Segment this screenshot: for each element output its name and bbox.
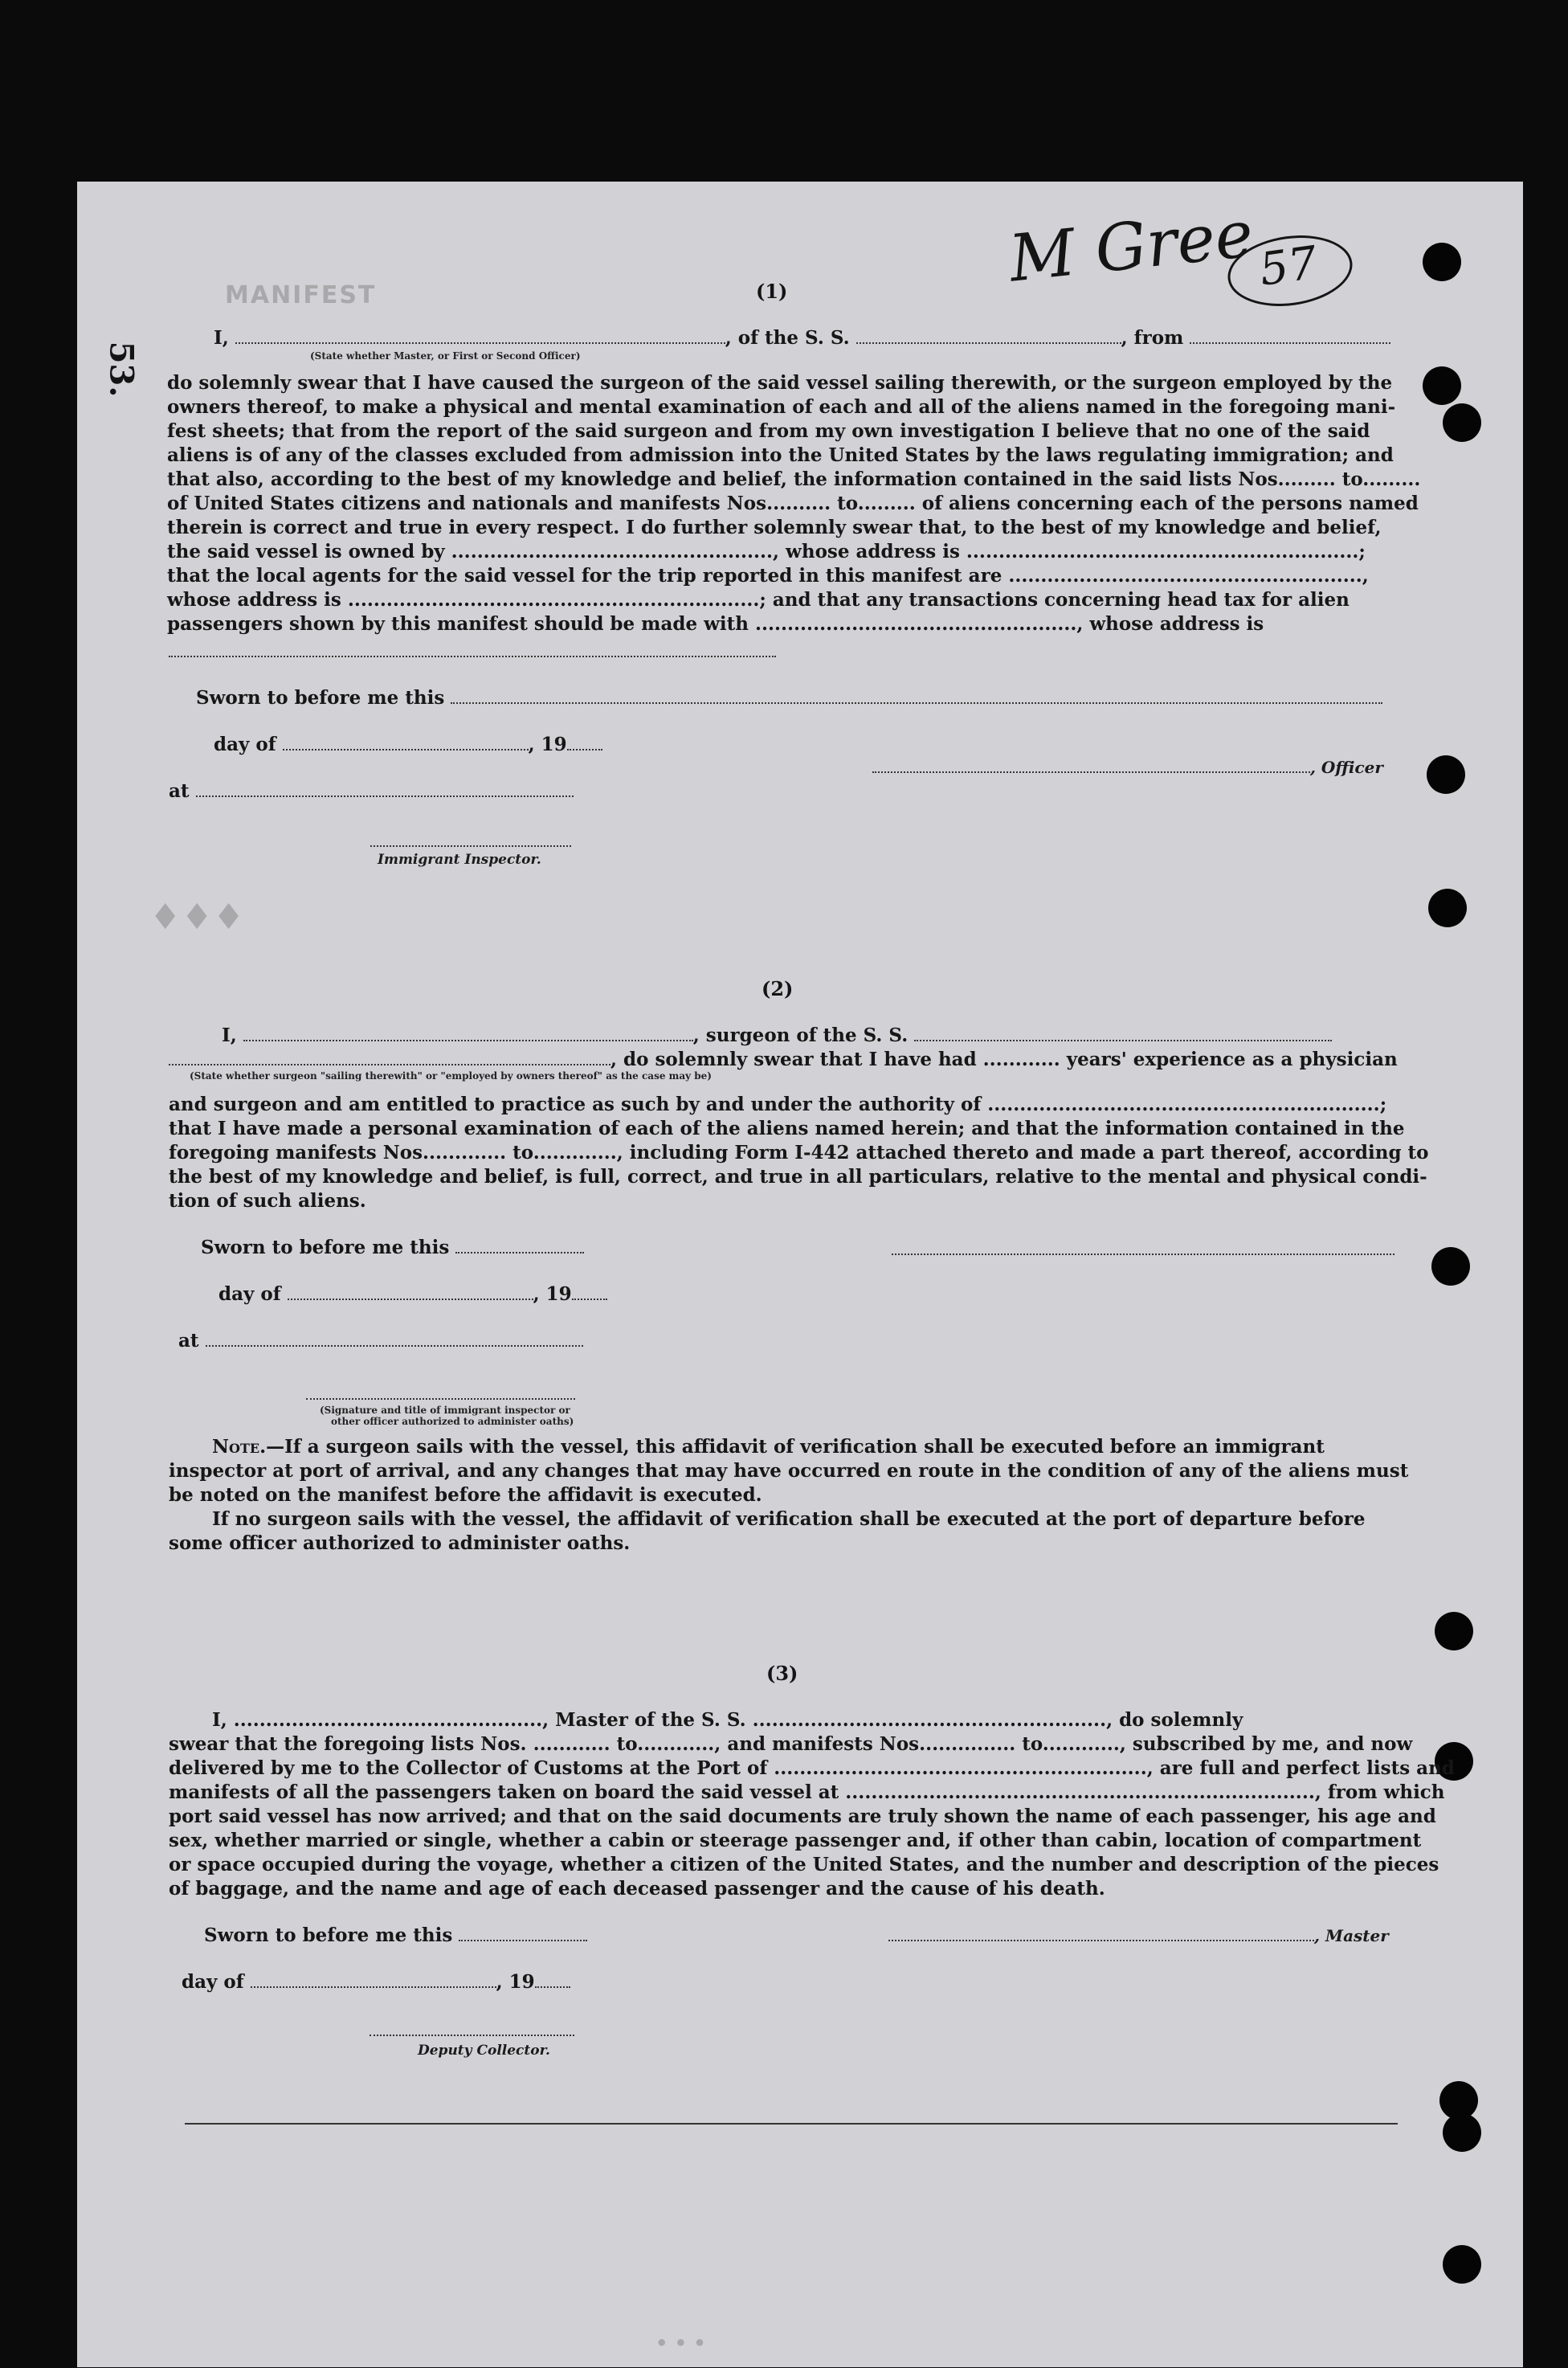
master-paragraph [169, 1708, 1455, 1901]
margin-number: 53. [102, 341, 141, 398]
blank-field [535, 1970, 570, 1988]
day-of-line [214, 733, 602, 757]
at-label: at [169, 780, 190, 802]
bottom-rule [185, 2123, 1398, 2125]
punch-hole [1443, 403, 1481, 442]
at-line [178, 1329, 583, 1353]
day-of-label: day of [218, 1283, 281, 1305]
oath-line: passengers shown by this manifest should be made with .................................................., whose address is [167, 613, 1264, 635]
signature-line [370, 845, 571, 847]
day-of-label: day of [182, 1971, 244, 1993]
blank-field [567, 733, 602, 750]
signature-field [872, 755, 1310, 773]
blank-field [455, 1236, 584, 1254]
oath-line: foregoing manifests Nos............. to............., including Form I-442 attached thereto and made a part thereof, according to [169, 1142, 1429, 1164]
oath-line: delivered by me to the Collector of Customs at the Port of .........................................................., are full and perfect lists and [169, 1757, 1455, 1779]
signature-caption: (Signature and title of immigrant inspector or [320, 1405, 570, 1416]
oath-line: swear that the foregoing lists Nos. ............ to............, and manifests Nos............... to............, subscribed by me, and now [169, 1733, 1413, 1755]
blank-field [914, 1024, 1332, 1041]
punch-hole [1423, 366, 1461, 405]
blank-line [169, 656, 776, 657]
day-of-line [218, 1282, 607, 1307]
sworn-line [201, 1236, 584, 1260]
punch-hole [1428, 889, 1467, 927]
blank-field [243, 1024, 693, 1041]
punch-hole [1443, 2113, 1481, 2152]
bleed-through-mark: ♦♦♦ [149, 897, 245, 938]
blank-field [196, 779, 574, 797]
oath-line: sex, whether married or single, whether a cabin or steerage passenger and, if other than cabin, location of compartment [169, 1830, 1422, 1851]
oath-line: that the local agents for the said vessel for the trip reported in this manifest are ......................................................., [167, 565, 1369, 587]
oath-line: owners thereof, to make a physical and mental examination of each and all of the aliens named in the foregoing mani- [167, 396, 1396, 418]
note-paragraph [169, 1435, 1408, 1556]
year-label: , 19 [533, 1283, 572, 1305]
oath-text: I, [222, 1024, 237, 1046]
oath-line: the best of my knowledge and belief, is full, correct, and true in all particulars, relative to the mental and physical condi- [169, 1166, 1427, 1188]
blank-field [572, 1282, 607, 1300]
oath-line: do solemnly swear that I have caused the surgeon of the said vessel sailing therewith, or the surgeon employed by the [167, 372, 1393, 394]
oath-line: of United States citizens and nationals and manifests Nos.......... to......... of aliens concerning each of the persons named [167, 493, 1419, 514]
signature-caption: other officer authorized to administer oaths) [331, 1416, 574, 1427]
blank-field [288, 1282, 533, 1300]
surgeon-first-line [222, 1024, 1332, 1048]
oath-line: and surgeon and am entitled to practice as such by and under the authority of .............................................................; [169, 1094, 1387, 1115]
note-line: be noted on the manifest before the affidavit is executed. [169, 1484, 762, 1506]
oath-text: , of the S. S. [725, 327, 850, 349]
signature-line [370, 2035, 574, 2036]
bleed-through-mark: MANIFEST [225, 281, 377, 309]
surgeon-paragraph [169, 1093, 1429, 1213]
at-label: at [178, 1330, 199, 1352]
blank-field [235, 326, 725, 344]
oath-line: of baggage, and the name and age of each deceased passenger and the cause of his death. [169, 1878, 1105, 1900]
oath-line: port said vessel has now arrived; and that on the said documents are truly shown the name of each passenger, his age and [169, 1806, 1436, 1827]
note-line: inspector at port of arrival, and any changes that may have occurred en route in the condition of any of the aliens must [169, 1460, 1409, 1482]
oath-text: , do solemnly swear that I have had ............ years' experience as a physician [610, 1049, 1398, 1070]
note-label: Note. [212, 1436, 267, 1458]
year-label: , 19 [528, 734, 567, 755]
oath-first-line [214, 326, 1390, 350]
year-label: , 19 [496, 1971, 535, 1993]
oath-line: the said vessel is owned by .................................................., whose address is .............................................................; [167, 541, 1366, 562]
section-number: (2) [762, 977, 794, 1000]
day-of-line [182, 1970, 570, 1994]
punch-hole [1423, 243, 1461, 281]
section-number: (3) [766, 1662, 798, 1685]
at-line [169, 779, 574, 804]
officer-label: , Officer [1310, 758, 1383, 777]
master-signature [888, 1924, 1389, 1945]
inspector-label: Immigrant Inspector. [378, 852, 541, 868]
section-number: (1) [756, 280, 788, 303]
field-caption: (State whether Master, or First or Second Officer) [310, 350, 581, 362]
note-line [169, 1435, 1408, 1459]
note-line: some officer authorized to administer oaths. [169, 1532, 631, 1554]
oath-line: or space occupied during the voyage, whether a citizen of the United States, and the number and description of the pieces [169, 1854, 1439, 1875]
deputy-label: Deputy Collector. [418, 2043, 550, 2059]
oath-line: therein is correct and true in every respect. I do further solemnly swear that, to the best of my knowledge and belief, [167, 517, 1382, 538]
oath-line: I, ................................................, Master of the S. S. ......................................................., do solemnly [212, 1709, 1243, 1731]
oath-text: I, [214, 327, 229, 349]
blank-field [206, 1329, 583, 1347]
oath-line: that I have made a personal examination of each of the aliens named herein; and that the information contained in the [169, 1118, 1405, 1139]
punch-hole [1443, 2245, 1481, 2284]
document-page [77, 182, 1523, 2367]
note-text: —If a surgeon sails with the vessel, this affidavit of verification shall be executed before an immigrant [266, 1436, 1325, 1458]
officer-signature [872, 755, 1383, 777]
oath-line: whose address is ................................................................; and that any transactions concerning head tax for alien [167, 589, 1350, 611]
sworn-line [204, 1924, 587, 1948]
field-caption: (State whether surgeon "sailing therewith" or "employed by owners thereof" as the case may be) [190, 1070, 712, 1082]
note-line: If no surgeon sails with the vessel, the affidavit of verification shall be executed at the port of departure before [212, 1508, 1366, 1530]
blank-field [169, 1048, 610, 1065]
sworn-label: Sworn to before me this [201, 1237, 450, 1258]
blank-field [451, 686, 1382, 704]
handwritten-initials: M Gree [1005, 196, 1257, 297]
punch-hole [1427, 755, 1465, 794]
oath-line: aliens is of any of the classes excluded from admission into the United States by the laws regulating immigration; and [167, 444, 1394, 466]
oath-line: manifests of all the passengers taken on board the said vessel at ........................................................................., from which [169, 1781, 1445, 1803]
circled-number: 57 [1256, 236, 1321, 297]
oath-line: that also, according to the best of my knowledge and belief, the information contained in the said lists Nos......... to......... [167, 468, 1421, 490]
sworn-label: Sworn to before me this [196, 687, 445, 709]
sworn-line [196, 686, 1382, 710]
signature-line [892, 1254, 1394, 1255]
bleed-through-mark: • • • [655, 2332, 706, 2354]
punch-hole [1435, 1612, 1473, 1650]
master-label: , Master [1314, 1926, 1389, 1945]
oath-text: , surgeon of the S. S. [692, 1024, 909, 1046]
punch-hole [1431, 1247, 1470, 1286]
blank-field [1190, 326, 1390, 344]
blank-field [283, 733, 529, 750]
oath-line: tion of such aliens. [169, 1190, 366, 1212]
day-of-label: day of [214, 734, 276, 755]
oath-text: , from [1121, 327, 1184, 349]
surgeon-second-line [169, 1048, 1398, 1072]
blank-field [856, 326, 1121, 344]
blank-field [459, 1924, 587, 1941]
oath-line: fest sheets; that from the report of the said surgeon and from my own investigation I believe that no one of the said [167, 420, 1370, 442]
sworn-label: Sworn to before me this [204, 1924, 453, 1946]
signature-line [306, 1398, 575, 1400]
blank-field [251, 1970, 496, 1988]
oath-paragraph-1 [167, 371, 1420, 636]
signature-field [888, 1924, 1314, 1941]
